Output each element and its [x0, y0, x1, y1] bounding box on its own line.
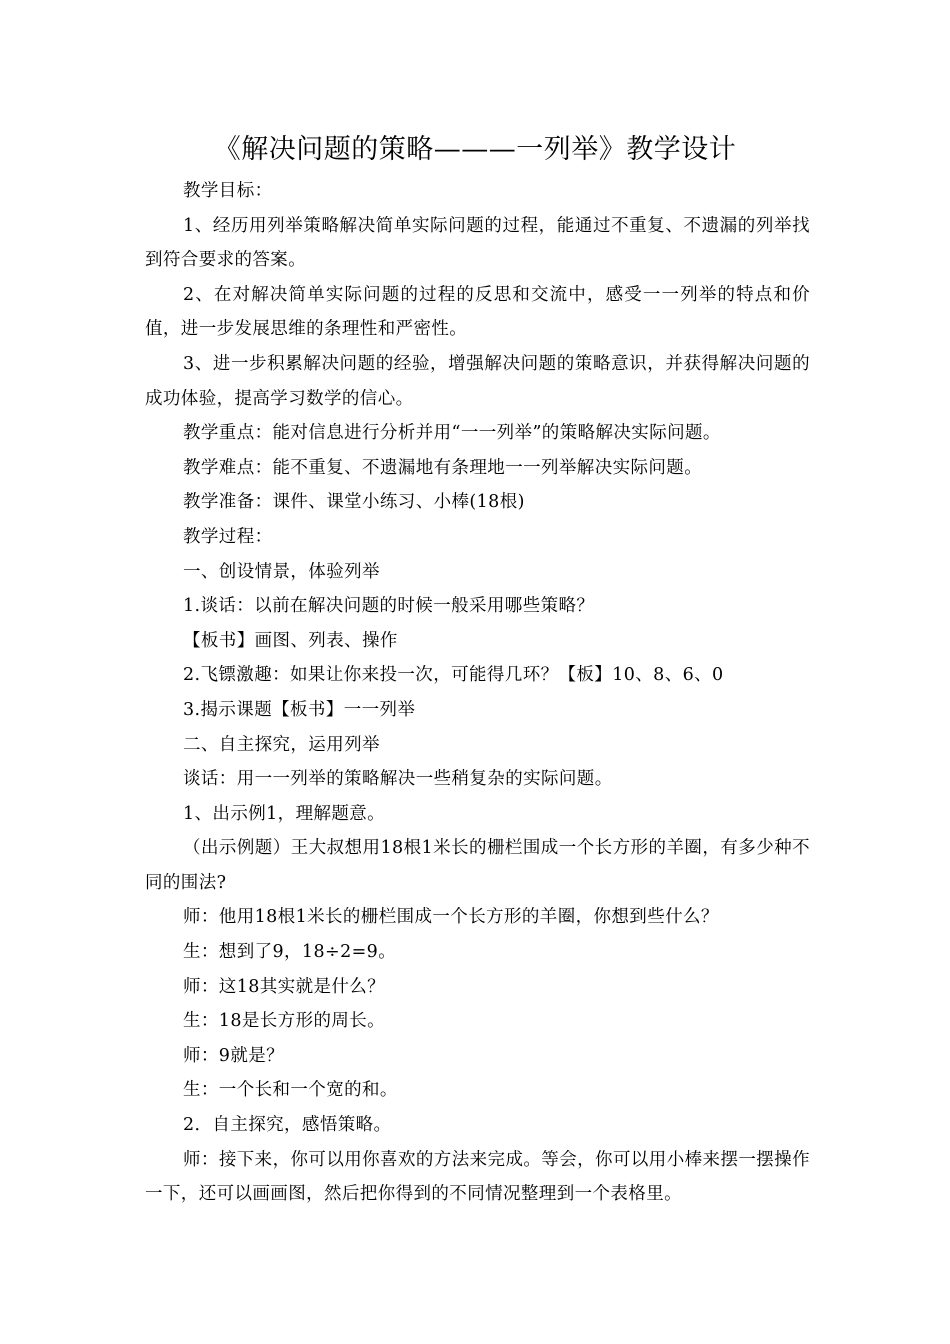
paragraph-preparation: 教学准备：课件、课堂小练习、小棒(18根) [183, 492, 525, 513]
paragraph-step-1-3: 3.揭示课题【板书】一一列举 [183, 699, 416, 720]
paragraph-step-1-1: 1.谈话：以前在解决问题的时候一般采用哪些策略？ [183, 596, 595, 617]
paragraph-section-2: 二、自主探究，运用列举 [183, 734, 380, 755]
paragraph-teaching-goals-heading: 教学目标： [183, 181, 273, 201]
paragraph-key-point: 教学重点：能对信息进行分析并用“一一列举”的策略解决实际问题。 [183, 423, 721, 444]
paragraph-dialog-1: 师：他用18根1米长的栅栏围成一个长方形的羊圈，你想到些什么？ [183, 907, 719, 928]
document-body [145, 174, 810, 1212]
paragraph-step-2-1: 1、出示例1，理解题意。 [183, 803, 386, 824]
paragraph-dialog-3: 师：这18其实就是什么？ [183, 976, 386, 997]
paragraph-dialog-2: 生：想到了9，18÷2=9。 [183, 942, 397, 963]
paragraph-section-1: 一、创设情景，体验列举 [183, 561, 380, 582]
paragraph-example: （出示例题）王大叔想用18根1米长的栅栏围成一个长方形的羊圈，有多少种不同的围法? [145, 838, 810, 893]
paragraph-dialog-7: 师：接下来，你可以用你喜欢的方法来完成。等会，你可以用小棒来摆一摆操作一下，还可以画画图，然后把你得到的不同情况整理到一个表格里。 [145, 1149, 810, 1205]
paragraph-dialog-5: 师：9就是？ [183, 1045, 285, 1066]
paragraph-board-1: 【板书】画图、列表、操作 [183, 630, 398, 651]
paragraph-step-2-2: 2．自主探究，感悟策略。 [183, 1115, 392, 1136]
paragraph-dialog-6: 生：一个长和一个宽的和。 [183, 1080, 398, 1101]
paragraph-goal-3: 3、进一步积累解决问题的经验，增强解决问题的策略意识，并获得解决问题的成功体验，提高学习数学的信心。 [145, 353, 810, 409]
paragraph-difficulty: 教学难点：能不重复、不遗漏地有条理地一一列举解决实际问题。 [183, 457, 703, 478]
paragraph-dialog-4: 生：18是长方形的周长。 [183, 1011, 386, 1032]
document-title: 《解决问题的策略———一列举》教学设计 [213, 134, 737, 165]
paragraph-goal-1: 1、经历用列举策略解决简单实际问题的过程，能通过不重复、不遗漏的列举找到符合要求的答案。 [145, 215, 810, 271]
paragraph-goal-2: 2、在对解决简单实际问题的过程的反思和交流中，感受一一列举的特点和价值，进一步发展思维的条理性和严密性。 [145, 284, 810, 340]
paragraph-talk: 谈话：用一一列举的策略解决一些稍复杂的实际问题。 [183, 769, 613, 790]
paragraph-step-1-2: 2.飞镖激趣：如果让你来投一次，可能得几环？【板】10、8、6、0 [183, 665, 724, 686]
paragraph-process-heading: 教学过程： [183, 526, 273, 547]
